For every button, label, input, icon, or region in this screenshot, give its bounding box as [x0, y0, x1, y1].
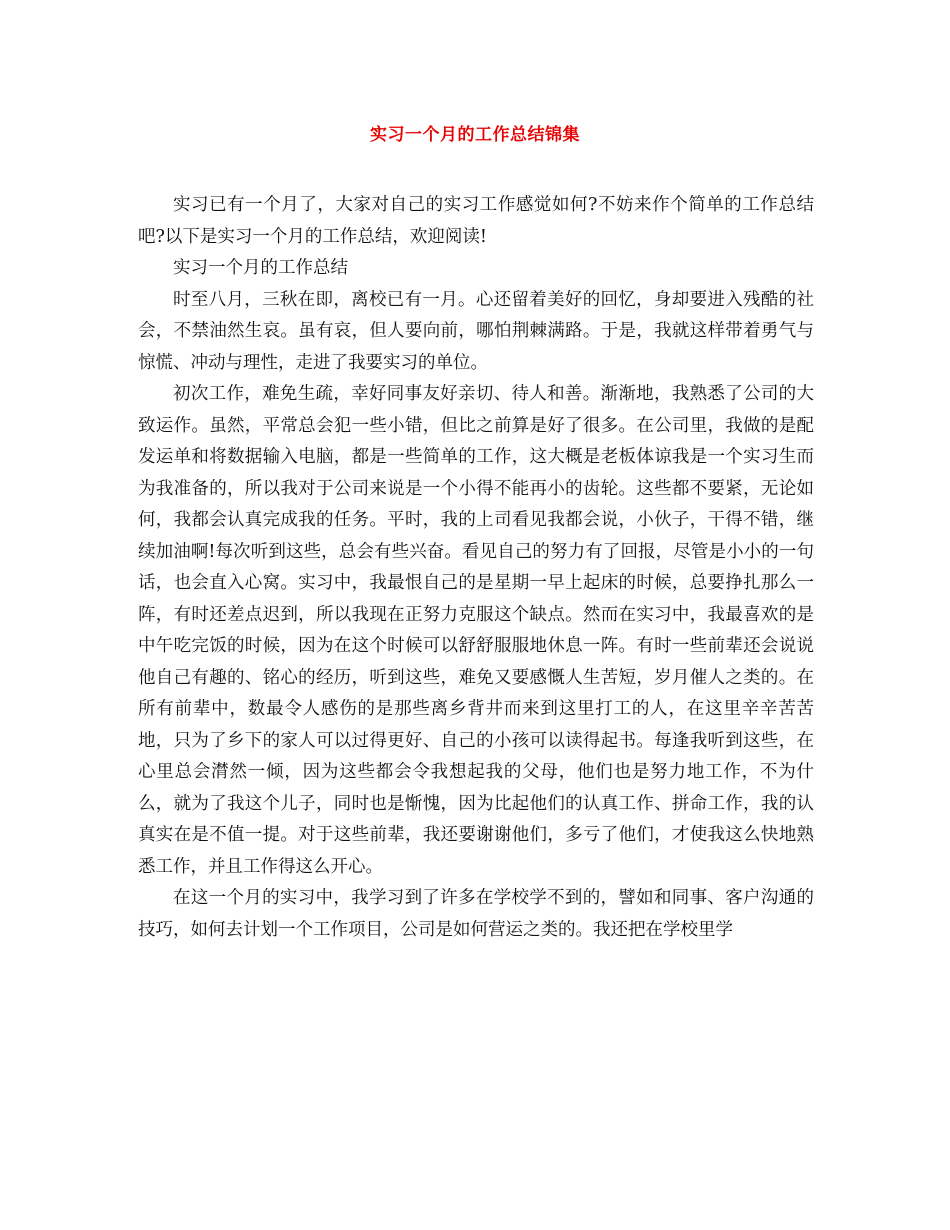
paragraph-3: 在这一个月的实习中，我学习到了许多在学校学不到的，譬如和同事、客户沟通的技巧，如何去计划一个工作项目，公司是如何营运之类的。我还把在学校里学 [138, 888, 814, 940]
paragraph-2: 初次工作，难免生疏，幸好同事友好亲切、待人和善。渐渐地，我熟悉了公司的大致运作。虽然，平常总会犯一些小错，但比之前算是好了很多。在公司里，我做的是配发运单和将数据输入电脑，都是一些简单的工作，这大概是老板体谅我是一个实习生而为我准备的，所以我对于公司来说是一个小得不能再小的齿轮。这些都不要紧，无论如何，我都会认真完成我的任务。平时，我的上司看见我都会说，小伙子，干得不错，继续加油啊!每次听到这些，总会有些兴奋。看见自己的努力有了回报，尽管是小小的一句话，也会直入心窝。实习中，我最恨自己的是星期一早上起床的时候，总要挣扎那么一阵，有时还差点迟到，所以我现在正努力克服这个缺点。然而在实习中，我最喜欢的是中午吃完饭的时候，因为在这个时候可以舒舒服服地休息一阵。有时一些前辈还会说说他自己有趣的、铭心的经历，听到这些，难免又要感慨人生苦短，岁月催人之类的。在所有前辈中，数最令人感伤的是那些离乡背井而来到这里打工的人，在这里辛辛苦苦地，只为了乡下的家人可以过得更好、自己的小孩可以读得起书。每逢我听到这些，在心里总会潸然一倾，因为这些都会令我想起我的父母，他们也是努力地工作，不为什么，就为了我这个儿子，同时也是惭愧，因为比起他们的认真工作、拼命工作，我的认真实在是不值一提。对于这些前辈，我还要谢谢他们，多亏了他们，才使我这么快地熟悉工作，并且工作得这么开心。 [138, 384, 814, 877]
document-body [138, 190, 814, 946]
paragraph-subheading: 实习一个月的工作总结 [173, 258, 348, 278]
paragraph-1: 时至八月，三秋在即，离校已有一月。心还留着美好的回忆，身却要进入残酷的社会，不禁油然生哀。虽有哀，但人要向前，哪怕荆棘满路。于是，我就这样带着勇气与惊慌、冲动与理性，走进了我要实习的单位。 [138, 289, 814, 373]
paragraph-intro: 实习已有一个月了，大家对自己的实习工作感觉如何?不妨来作个简单的工作总结吧?以下是实习一个月的工作总结，欢迎阅读! [138, 195, 814, 247]
document-title: 实习一个月的工作总结锦集 [370, 125, 580, 145]
